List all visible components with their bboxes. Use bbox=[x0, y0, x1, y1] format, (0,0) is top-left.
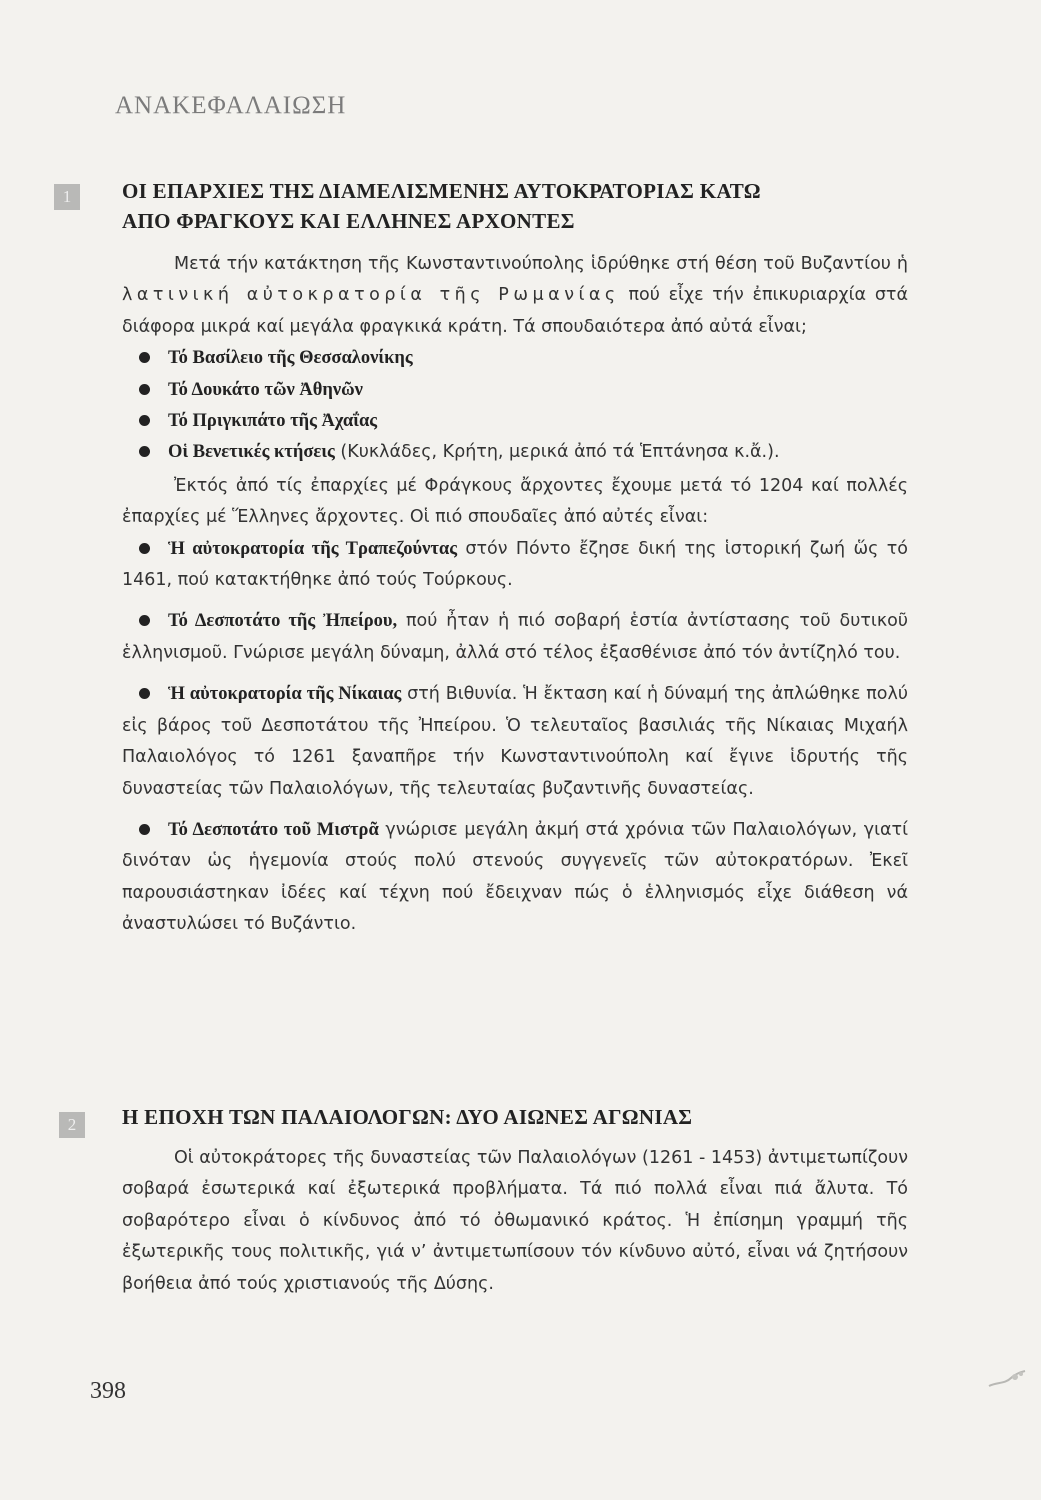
state-text: γνώρισε μεγάλη ἀκμή στά χρόνια τῶν Παλαιολόγων, γιατί δινόταν ὡς ἡγεμονία στούς πολύ στενούς συγγενεῖς τῶν αὐτοκρατόρων. Ἐκεῖ παρουσιάστηκαν ἰδέες καί τέχνη πού ἔδειχναν πώς ὁ ἑλληνισμός εἶχε διάθεση νά ἀναστυλώσει τό Βυζάντιο. bbox=[122, 819, 908, 935]
list-item bbox=[122, 406, 908, 437]
state-paragraph-epirus bbox=[122, 606, 908, 669]
state-paragraph-nicaea bbox=[122, 679, 908, 805]
running-header: ΑΝΑΚΕΦΑΛΑΙΩΣΗ bbox=[115, 92, 347, 119]
smudge-mark-icon bbox=[985, 1368, 1029, 1390]
list-item-bold: Τό Δουκάτο τῶν Ἀθηνῶν bbox=[168, 379, 363, 400]
bullet-icon bbox=[139, 615, 150, 626]
state-name: Τό Δεσποτάτο τοῦ Μιστρᾶ bbox=[168, 819, 379, 840]
state-name: Ἡ αὐτοκρατορία τῆς Τραπεζούντας bbox=[168, 538, 457, 559]
bullet-icon bbox=[139, 446, 150, 457]
section-2-paragraph: Οἱ αὐτοκράτορες τῆς δυναστείας τῶν Παλαιολόγων (1261 - 1453) ἀντιμετωπίζουν σοβαρά ἐσωτερικά καί ἐξωτερικά προβλήματα. Τά πιό πολλά εἶναι πιά ἄλυτα. Τό σοβαρότερο εἶναι ὁ κίνδυνος ἀπό τό ὀθωμανικό κράτος. Ἡ ἐπίσημη γραμμή τῆς ἐξωτερικῆς τους πολιτικῆς, γιά ν’ ἀντιμετωπίσουν τόν κίνδυνο αὐτό, εἶναι νά ζητήσουν βοήθεια ἀπό τούς χριστιανούς τῆς Δύσης. bbox=[122, 1148, 908, 1294]
section-2-title: Η ΕΠΟΧΗ ΤΩΝ ΠΑΛΑΙΟΛΟΓΩΝ: ΔΥΟ ΑΙΩΝΕΣ ΑΓΩΝΙΑΣ bbox=[122, 1105, 693, 1129]
section-1-body bbox=[122, 249, 908, 941]
section-1-title bbox=[122, 176, 922, 236]
state-text: πού ἦταν ἡ πιό σοβαρή ἑστία ἀντίστασης τοῦ δυτικοῦ ἑλληνισμοῦ. Γνώρισε μεγάλη δύναμη, ἀλλά στό τέλος ἐξασθένισε ἀπό τόν ἀντίζηλό του. bbox=[122, 611, 908, 663]
section-2-marker: 2 bbox=[59, 1112, 85, 1138]
intro-paragraph bbox=[122, 249, 908, 343]
page-number: 398 bbox=[90, 1378, 126, 1404]
intro-spaced-term: λατινική αὐτοκρατορία τῆς Ρωμανίας bbox=[122, 285, 620, 306]
section-2-body bbox=[122, 1143, 908, 1300]
list-item bbox=[122, 375, 908, 406]
state-paragraph-mystras bbox=[122, 815, 908, 941]
bullet-icon bbox=[139, 415, 150, 426]
list-item-bold: Τό Πριγκιπάτο τῆς Ἀχαΐας bbox=[168, 411, 378, 432]
section-1-marker: 1 bbox=[54, 184, 80, 210]
section-1-title-line-2: ΑΠΟ ΦΡΑΓΚΟΥΣ ΚΑΙ ΕΛΛΗΝΕΣ ΑΡΧΟΝΤΕΣ bbox=[122, 209, 575, 233]
list-item-bold: Τό Βασίλειο τῆς Θεσσαλονίκης bbox=[168, 348, 413, 369]
list-item bbox=[122, 343, 908, 374]
bullet-icon bbox=[139, 384, 150, 395]
intro-text-b: πού εἶχε τήν ἐπικυριαρχία στά διάφορα μικρά καί μεγάλα φραγκικά κράτη. Τά σπουδαιότερα ἀπό αὐτά εἶναι; bbox=[122, 285, 909, 337]
list-item-bold: Οἱ Βενετικές κτήσεις bbox=[168, 442, 335, 463]
bullet-icon bbox=[139, 352, 150, 363]
greek-rulers-intro: Ἐκτός ἀπό τίς ἐπαρχίες μέ Φράγκους ἄρχοντες ἔχουμε μετά τό 1204 καί πολλές ἐπαρχίες μέ Ἕλληνες ἄρχοντες. Οἱ πιό σπουδαῖες ἀπό αὐτές εἶναι: bbox=[122, 475, 908, 528]
bullet-icon bbox=[139, 543, 150, 554]
state-text: στή Βιθυνία. Ἡ ἔκταση καί ἡ δύναμή της ἀπλώθηκε πολύ εἰς βάρος τοῦ Δεσποτάτου τῆς Ἠπείρου. Ὁ τελευταῖος βασιλιάς τῆς Νίκαιας Μιχαήλ Παλαιολόγος τό 1261 ξαναπῆρε τήν Κωνσταντινούπολη καί ἔγινε ἱδρυτής τῆς δυναστείας τῶν Παλαιολόγων, τῆς τελευταίας βυζαντινῆς δυναστείας. bbox=[122, 684, 908, 799]
state-name: Τό Δεσποτάτο τῆς Ἠπείρου, bbox=[168, 611, 398, 632]
state-name: Ἡ αὐτοκρατορία τῆς Νίκαιας bbox=[168, 684, 402, 705]
list-item-rest: (Κυκλάδες, Κρήτη, μερικά ἀπό τά Ἑπτάνησα κ.ἄ.). bbox=[334, 442, 780, 463]
state-text: στόν Πόντο ἔζησε δική της ἱστορική ζωή ὥς τό 1461, πού κατακτήθηκε ἀπό τούς Τούρκους. bbox=[122, 538, 908, 591]
bullet-icon bbox=[139, 824, 150, 835]
state-paragraph-trebizond bbox=[122, 534, 908, 597]
list-item bbox=[122, 437, 908, 468]
section-1-title-line-1: ΟΙ ΕΠΑΡΧΙΕΣ ΤΗΣ ΔΙΑΜΕΛΙΣΜΕΝΗΣ ΑΥΤΟΚΡΑΤΟΡΙΑΣ ΚΑΤΩ bbox=[122, 179, 761, 203]
intro-text-a: Μετά τήν κατάκτηση τῆς Κωνσταντινούπολης ἱδρύθηκε στή θέση τοῦ Βυζαντίου ἡ bbox=[174, 254, 908, 274]
bullet-icon bbox=[139, 688, 150, 699]
